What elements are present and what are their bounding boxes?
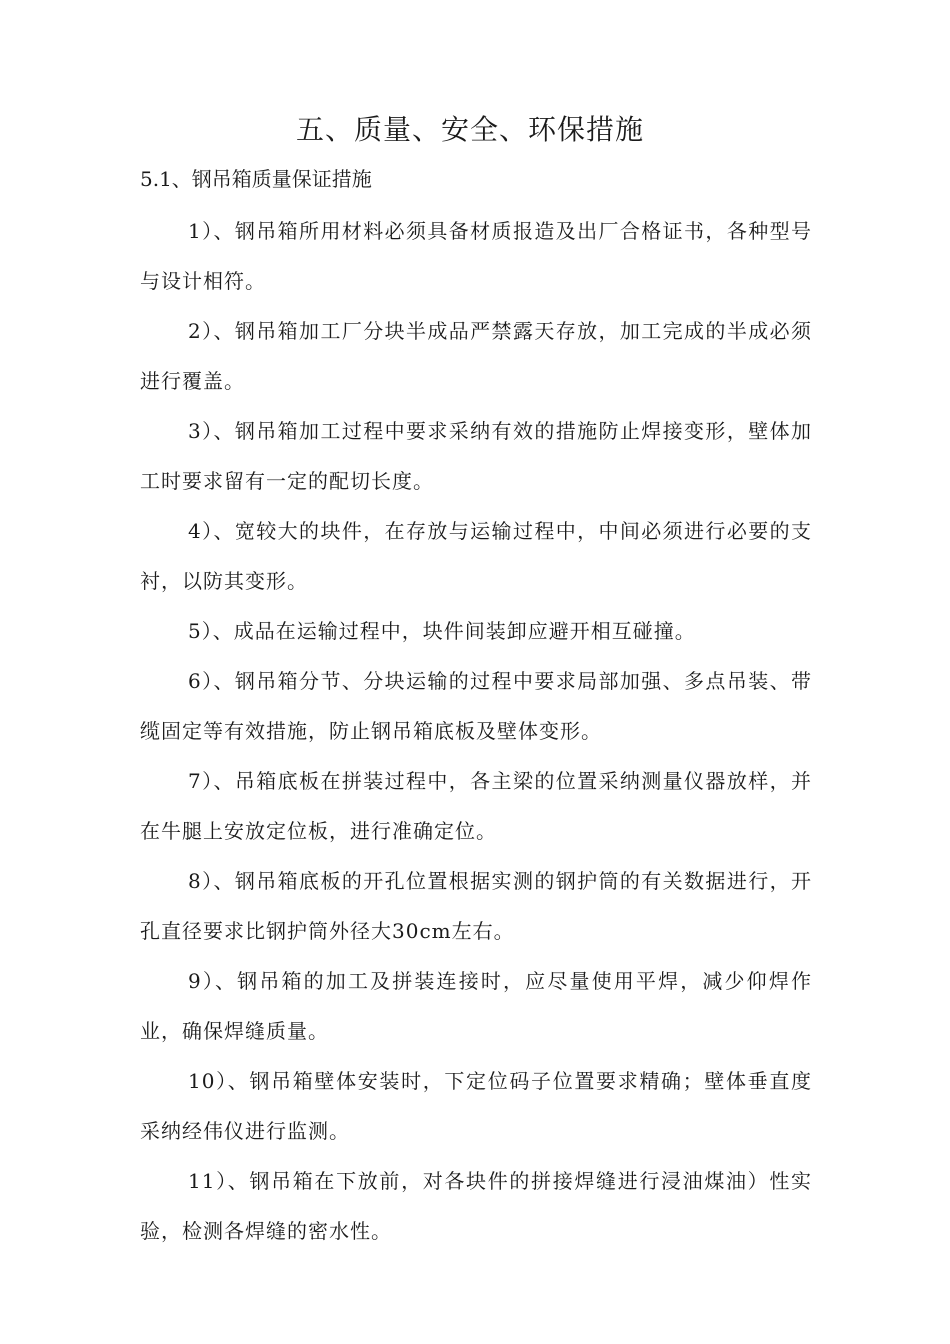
list-item: 10）、钢吊箱壁体安装时，下定位码子位置要求精确；壁体垂直度采纳经伟仪进行监测。 [140, 1069, 812, 1143]
list-item: 2）、钢吊箱加工厂分块半成品严禁露天存放，加工完成的半成必须进行覆盖。 [140, 319, 812, 393]
section-heading: 5.1、钢吊箱质量保证措施 [140, 167, 372, 191]
measures-list [140, 206, 812, 1256]
list-item: 5）、成品在运输过程中，块件间装卸应避开相互碰撞。 [188, 619, 696, 643]
list-item: 1）、钢吊箱所用材料必须具备材质报造及出厂合格证书，各种型号与设计相符。 [140, 219, 812, 293]
page-title: 五、质量、安全、环保措施 [295, 113, 644, 146]
list-item: 3）、钢吊箱加工过程中要求采纳有效的措施防止焊接变形，壁体加工时要求留有一定的配切长度。 [140, 419, 812, 493]
list-item: 9）、钢吊箱的加工及拼装连接时，应尽量使用平焊，减少仰焊作业，确保焊缝质量。 [140, 969, 812, 1043]
list-item: 6）、钢吊箱分节、分块运输的过程中要求局部加强、多点吊装、带缆固定等有效措施，防止钢吊箱底板及壁体变形。 [140, 669, 812, 743]
list-item: 11）、钢吊箱在下放前，对各块件的拼接焊缝进行浸油煤油）性实验，检测各焊缝的密水性。 [140, 1169, 812, 1243]
list-item: 7）、吊箱底板在拼装过程中，各主梁的位置采纳测量仪器放样，并在牛腿上安放定位板，进行准确定位。 [140, 769, 812, 843]
list-item: 4）、宽较大的块件，在存放与运输过程中，中间必须进行必要的支衬，以防其变形。 [140, 519, 812, 593]
list-item: 8）、钢吊箱底板的开孔位置根据实测的钢护筒的有关数据进行，开孔直径要求比钢护筒外径大30cm左右。 [140, 869, 812, 943]
